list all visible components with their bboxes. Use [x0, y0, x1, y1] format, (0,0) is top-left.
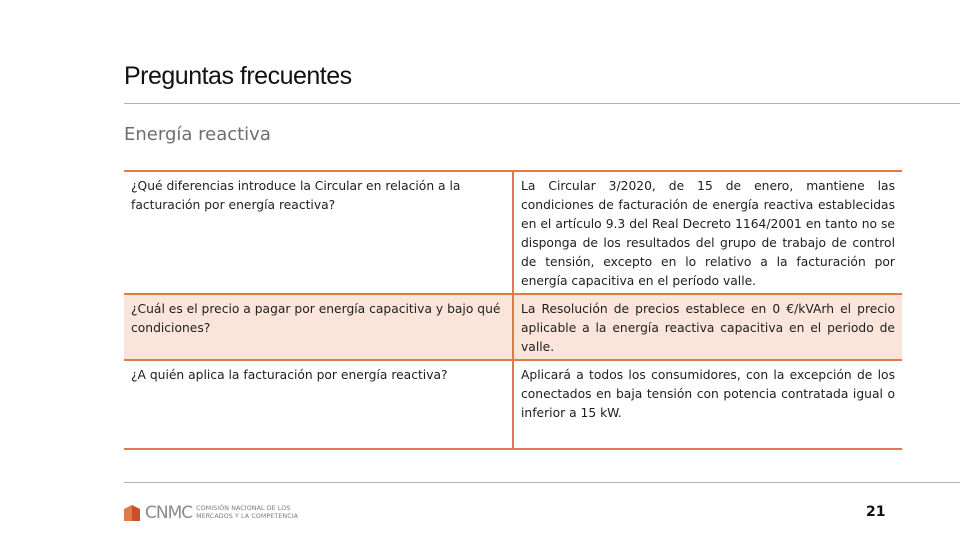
cnmc-logo	[124, 503, 298, 523]
title-divider	[124, 103, 960, 104]
table-row	[124, 360, 902, 449]
section-subtitle: Energía reactiva	[124, 124, 271, 145]
faq-question: ¿Cuál es el precio a pagar por energía capacitiva y bajo qué condiciones?	[124, 294, 513, 360]
footer-divider	[124, 482, 960, 483]
logo-tagline-line: COMISIÓN NACIONAL DE LOS	[196, 505, 291, 512]
table-row	[124, 294, 902, 360]
faq-answer: La Resolución de precios establece en 0 €/kVArh el precio aplicable a la energía reactiva capacitiva en el periodo de valle.	[521, 302, 895, 354]
logo-wordmark: CNMC	[145, 503, 193, 523]
page-number: 21	[866, 504, 886, 520]
faq-answer: Aplicará a todos los consumidores, con la excepción de los conectados en baja tensión con potencia contratada igual o inferior a 15 kW.	[521, 368, 895, 420]
table-row	[124, 171, 902, 294]
page-title: Preguntas frecuentes	[124, 62, 352, 90]
faq-question: ¿Qué diferencias introduce la Circular en relación a la facturación por energía reactiva?	[124, 171, 513, 294]
faq-answer: La Circular 3/2020, de 15 de enero, mantiene las condiciones de facturación de energía reactiva establecidas en el artículo 9.3 del Real Decreto 1164/2001 en tanto no se disponga de los resultados del grupo de trabajo de control de tensión, excepto en lo relativo a la facturación por energía capacitiva en el período valle.	[521, 179, 895, 288]
cnmc-logo-mark-icon	[124, 505, 144, 521]
faq-question: ¿A quién aplica la facturación por energía reactiva?	[124, 360, 513, 449]
logo-tagline	[196, 505, 298, 521]
logo-tagline-line: MERCADOS Y LA COMPETENCIA	[196, 513, 299, 520]
faq-table	[124, 170, 902, 450]
